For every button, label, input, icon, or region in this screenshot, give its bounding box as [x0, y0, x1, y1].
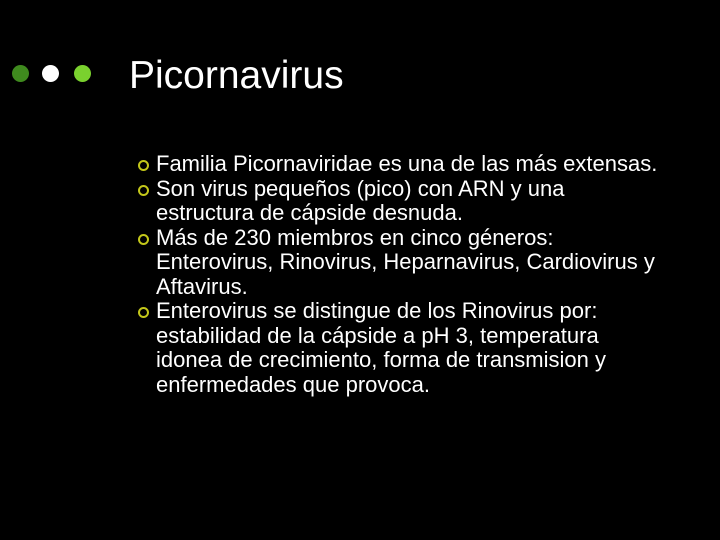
slide-title: Picornavirus [129, 54, 344, 97]
list-item [138, 226, 658, 300]
ring-bullet-icon [138, 307, 149, 318]
bullet-text: Más de 230 miembros en cinco géneros: Enterovirus, Rinovirus, Heparnavirus, Cardiovirus y Aftavirus. [156, 224, 655, 299]
ring-bullet-icon [138, 185, 149, 196]
decorative-dots [12, 65, 98, 83]
white-dot-icon [42, 65, 59, 82]
bullet-text: Familia Picornaviridae es una de las más extensas. [156, 151, 658, 176]
light-green-dot-icon [74, 65, 91, 82]
dark-green-dot-icon [12, 65, 29, 82]
bullet-text: Enterovirus se distingue de los Rinovirus por: estabilidad de la cápside a pH 3, temperatura idonea de crecimiento, forma de transmision y enfermedades que provoca. [156, 298, 606, 397]
bullet-text: Son virus pequeños (pico) con ARN y una estructura de cápside desnuda. [156, 175, 565, 225]
list-item [138, 152, 658, 177]
bullet-list [138, 152, 658, 397]
list-item [138, 299, 658, 397]
list-item [138, 177, 658, 226]
ring-bullet-icon [138, 160, 149, 171]
ring-bullet-icon [138, 234, 149, 245]
